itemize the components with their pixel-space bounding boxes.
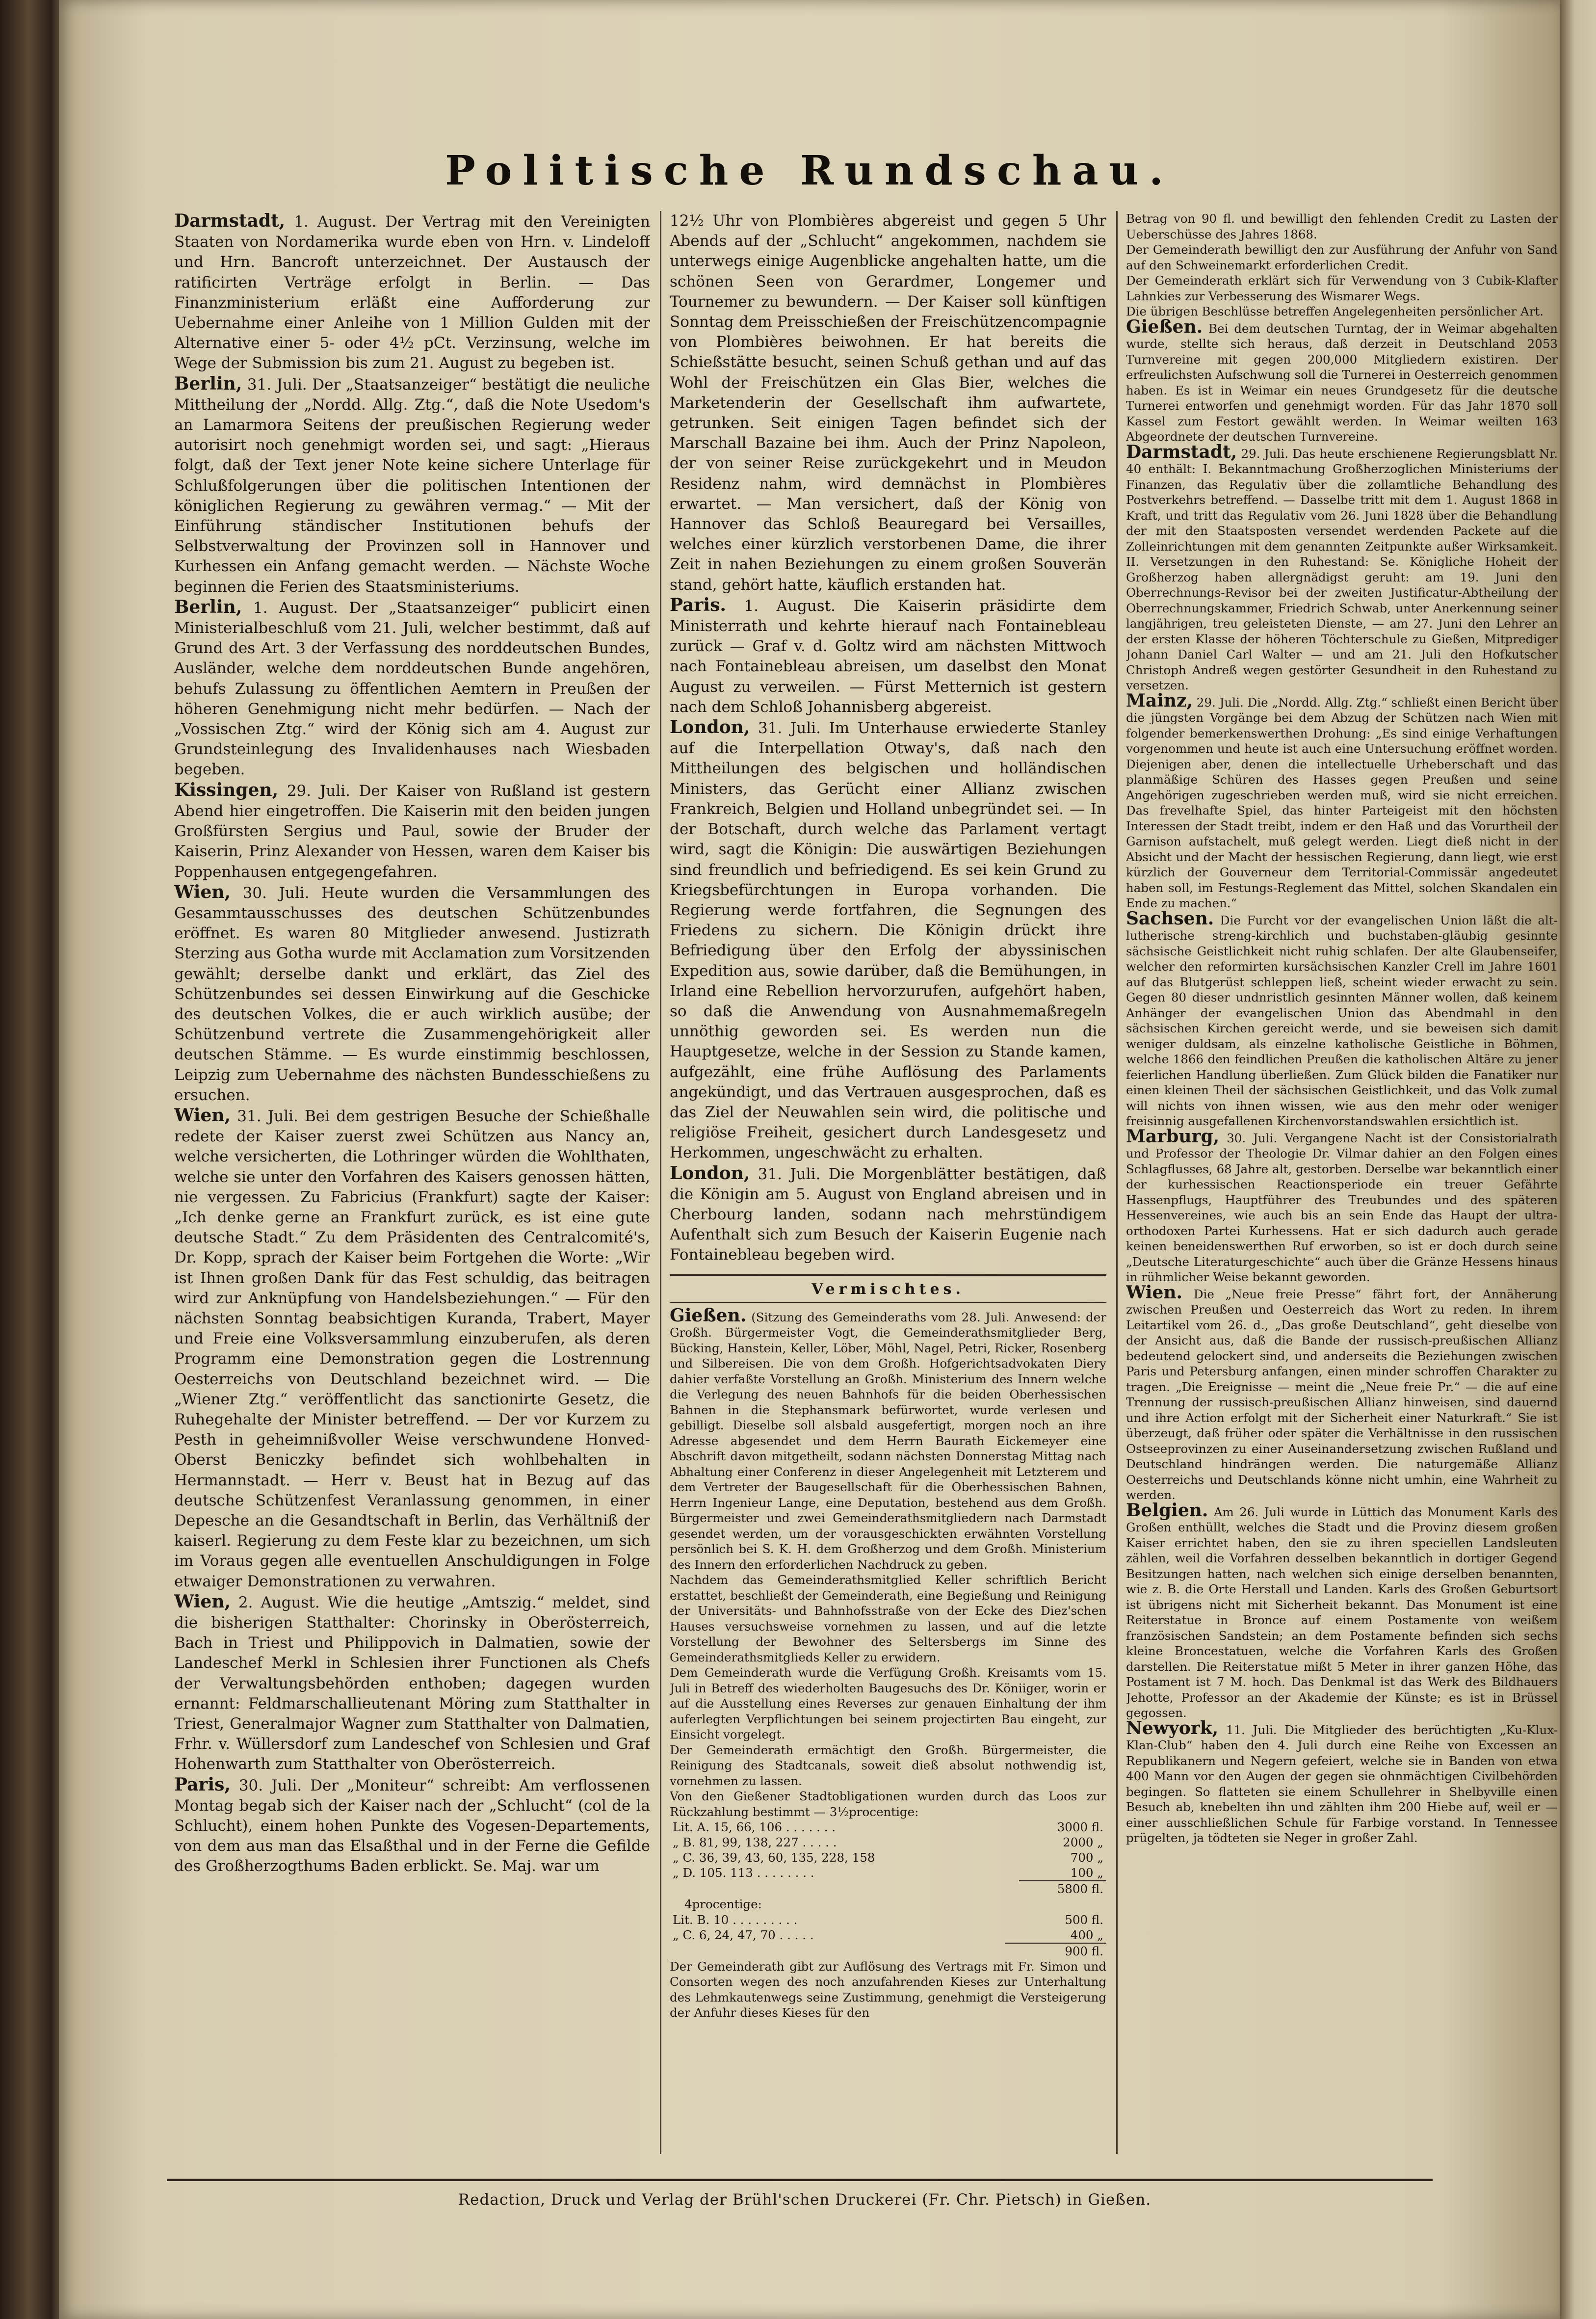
article-text: Die übrigen Beschlüsse betreffen Angelegenheiten persönlicher Art. bbox=[1126, 304, 1544, 318]
column-divider bbox=[660, 211, 661, 2154]
article-text: 31. Juli. Im Unterhause erwiederte Stanley auf die Interpellation Otway's, daß nach den Mittheilungen des belgischen und holländischen Ministers, das Gerücht einer Allianz zwischen Frankreich, Belgien und Holland unbegründet sei. — In der Botschaft, durch welche das Parlament vertagt wird, sagt die Königin: Die auswärtigen Beziehungen sind freundlich und befriedigend. Es sei kein Grund zu Kriegsbefürchtungen in Europa vorhanden. Die Regierung werde fortfahren, die Segnungen des Friedens zu sichern. Die Königin drückt ihre Befriedigung über den Erfolg der abyssinischen Expedition aus, sowie darüber, daß die Bemühungen, in Irland eine Rebellion hervorzurufen, aufgehört haben, so daß die Anwendung von Ausnahmemaßregeln unnöthig geworden sei. Es werden nun die Hauptgesetze, welche in der Session zu Stande kamen, aufgezählt, eine frühe Auflösung des Parlaments angekündigt, und das Vertrauen ausgesprochen, daß es das Ziel der Neuwahlen sein wird, die politische und religiöse Freiheit, gesichert durch Landesgesetz und Herkommen, ungeschwächt zu erhalten. bbox=[670, 719, 1106, 1162]
dateline: Paris. bbox=[670, 594, 726, 615]
loan-amount: 2000 „ bbox=[1063, 1835, 1103, 1850]
adjacent-page-edge bbox=[1560, 0, 1596, 2319]
article-text: Der Gemeinderath ermächtigt den Großh. Bürgermeister, die Reinigung des Stadtcanals, soweit dieß absolut nothwendig ist, vornehmen zu lassen. bbox=[670, 1742, 1106, 1788]
table-row bbox=[670, 1912, 1106, 1927]
dateline: Wien, bbox=[174, 1591, 231, 1612]
article-text: 31. Juli. Bei dem gestrigen Besuche der Schießhalle redete der Kaiser zuerst zwei Schützen aus Nancy an, welche versicherten, die Lothringer würden die Wohlthaten, welche sie unter den Vorfahren des Kaisers genossen hätten, nie vergessen. Zu Fabricius (Frankfurt) sagte der Kaiser: „Ich denke gerne an Frankfurt zurück, es ist eine gute deutsche Stadt.“ Zu dem Präsidenten des Centralcomité's, Dr. Kopp, sprach der Kaiser beim Fortgehen die Worte: „Wir ist Ihnen großen Dank für das Fest schuldig, das beitragen wird zur Anknüpfung von Handelsbeziehungen.“ — Für den nächsten Sonntag beabsichtigen Kuranda, Trabert, Mayer und Freie eine Volksversammlung einzuberufen, als deren Programm eine Demonstration gegen die Lostrennung Oesterreichs von Deutschland bezeichnet wird. — Die „Wiener Ztg.“ veröffentlicht das sanctionirte Gesetz, die Ruhegehalte der Minister betreffend. — Der vor Kurzem zu Pesth in geheimnißvoller Weise verschwundene Honved-Oberst Beniczky befindet sich wohlbehalten in Hermannstadt. — Herr v. Beust hat in Bezug auf das deutsche Schützenfest Veranlassung genommen, in einer Depesche an die Gesandtschaft in Berlin, das Verhältniß der kaiserl. Regierung zu dem Feste klar zu bezeichnen, um sich im Voraus gegen alle eventuellen Anschuldigungen in Folge etwaiger Demonstrationen zu verwahren. bbox=[174, 1107, 650, 1590]
article-text: 30. Juli. Vergangene Nacht ist der Consistorialrath und Professor der Theologie Dr. Vilmar dahier an den Folgen eines Schlagflusses, 68 Jahre alt, gestorben. Derselbe war bekanntlich einer der kurhessischen Reactionsperiode ein treuer Gefährte Hassenpflugs, Hauptführer des Treubundes und des späteren Hessenvereines, wie auch bis an sein Ende das Haupt der ultra-orthodoxen Partei Kurhessens. Hat er sich dadurch auch gerade keinen beneidenswerthen Ruf erworben, so ist er doch durch seine „Deutsche Literaturgeschichte“ auch über die Gränze Hessens hinaus in rühmlicher Weise bekannt geworden. bbox=[1126, 1131, 1558, 1284]
loan-numbers bbox=[670, 1943, 1005, 1959]
dateline: Marburg, bbox=[1126, 1126, 1220, 1147]
column-divider bbox=[1116, 211, 1118, 2154]
loan-numbers: Lit. A. 15, 66, 106 . . . . . . . bbox=[673, 1820, 836, 1835]
article-paragraph bbox=[174, 1106, 650, 1592]
article-text: 30. Juli. Der „Moniteur“ schreibt: Am verflossenen Montag begab sich der Kaiser nach der „Schlucht“ (col de la Schlucht), einem hohen Punkte des Vogesen-Departements, von dem aus man das Elsaßthal und in der Ferne die Gefilde des Großherzogthums Baden erblickt. Se. Maj. war um bbox=[174, 1776, 650, 1875]
article-paragraph bbox=[1126, 1500, 1558, 1721]
column-1 bbox=[174, 211, 650, 2154]
dateline: Gießen. bbox=[1126, 316, 1203, 337]
loan-amount: 400 „ bbox=[1070, 1927, 1103, 1942]
dateline: Berlin, bbox=[174, 596, 242, 617]
article-paragraph bbox=[174, 882, 650, 1106]
loan-amount: 900 fl. bbox=[1005, 1943, 1106, 1959]
article-paragraph bbox=[1126, 1282, 1558, 1503]
table-row bbox=[670, 1850, 1106, 1865]
dateline: London, bbox=[670, 717, 750, 738]
loan-numbers: „ C. 6, 24, 47, 70 . . . . . bbox=[673, 1927, 814, 1942]
article-paragraph bbox=[670, 595, 1106, 717]
article-paragraph bbox=[1126, 1717, 1558, 1846]
dateline: Paris, bbox=[174, 1774, 231, 1795]
article-text: 31. Juli. Der „Staatsanzeiger“ bestätigt die neuliche Mittheilung der „Nordd. Allg. Ztg.“, daß die Note Usedom's an Lamarmora Seitens der preußischen Regierung weder autorisirt noch genehmigt worden sei, und sagt: „Hieraus folgt, daß der Text jener Note keine sichere Unterlage für Schlußfolgerungen über die politischen Intentionen der königlichen Regierung zu gewähren vermag.“ — Mit der Einführung ständischer Institutionen behufs der Selbstverwaltung der Provinzen soll in Hannover und Kurhessen ein Anfang gemacht werden. — Nächste Woche beginnen die Ferien des Staatsministeriums. bbox=[174, 375, 650, 596]
article-text: Nachdem das Gemeinderathsmitglied Keller schriftlich Bericht erstattet, beschließt der Gemeinderath, eine Begießung und Reinigung der Universitäts- und Bahnhofsstraße von der Ecke des Diez'schen Hauses versuchsweise vornehmen zu lassen, und auf die letzte Vorstellung der Bewohner des Seltersbergs im Sinne des Gemeinderathsmitglieds Keller zu erwidern. bbox=[670, 1573, 1106, 1664]
article-paragraph bbox=[174, 597, 650, 780]
article-text: 1. August. Der Vertrag mit den Vereinigten Staaten von Nordamerika wurde eben von Hrn. v. Lindeloff und Hrn. Bancroft unterzeichnet. Der Austausch der ratificirten Verträge erfolgt in Berlin. — Das Finanzministerium erläßt eine Aufforderung zur Uebernahme einer Anleihe von 1 Million Gulden mit der Alternative einer 5- oder 4½ pCt. Verzinsung, welche im Wege der Submission bis zum 21. August zu begeben ist. bbox=[174, 213, 650, 372]
article-text: 11. Juli. Die Mitglieder des berüchtigten „Ku-Klux-Klan-Club“ haben den 4. Juli durch eine Reihe von Excessen an Republikanern und Negern gefeiert, welche sie in Banden von etwa 400 Mann vor den Augen der gegen sie ohnmächtigen Civilbehörden begingen. So flatteten sie einem Schullehrer in Shelbyville einen Besuch ab, knebelten ihn und zählten ihm 200 Hiebe auf, weil er — einer ausschließlichen Schule für Farbige vorstand. In Tennessee prügelten, ja tödteten sie Neger in großer Zahl. bbox=[1126, 1722, 1558, 1845]
page-title: Politische Rundschau. bbox=[445, 147, 1174, 194]
article-text: Die Furcht vor der evangelischen Union läßt die alt-lutherische streng-kirchlich und buchstaben-gläubig gesinnte sächsische Geistlichkeit nicht ruhig schlafen. Der alte Glaubenseifer, welcher den reformirten kursächsischen Kanzler Crell im Jahre 1601 auf das Blutgerüst schleppen ließ, scheint wieder erwacht zu sein. Gegen 80 dieser undnristlich gesinnten Männer wollen, daß keinem Anhänger der evangelischen Union das Abendmahl in den sächsischen Kirchen gereicht werde, und sie beweisen sich damit weniger duldsam, als einzelne katholische Geistliche in Böhmen, welche 1866 den feindlichen Preußen die katholischen Altäre zu jener feierlichen Handlung überließen. Zum Glück bilden die Fanatiker nur einen kleinen Theil der sächsischen Geistlichkeit, und das Volk zumal will nichts von ihnen wissen, wie aus den mehr oder weniger freisinnig ausgefallenen Kirchenvorstandswahlen ersichtlich ist. bbox=[1126, 913, 1558, 1128]
table-row bbox=[670, 1865, 1106, 1881]
section-heading-vermischtes: Vermischtes. bbox=[670, 1274, 1106, 1303]
article-paragraph bbox=[1126, 441, 1558, 693]
article-paragraph bbox=[1126, 908, 1558, 1129]
article-text: 31. Juli. Die Morgenblätter bestätigen, daß die Königin am 5. August von England abreisen und in Cherbourg landen, sodann nach mehrstündigem Aufenthalt sich zum Besuch der Kaiserin Eugenie nach Fontainebleau begeben wird. bbox=[670, 1165, 1106, 1264]
loan-amount: 700 „ bbox=[1070, 1850, 1103, 1865]
loan-numbers: „ D. 105. 113 . . . . . . . . bbox=[673, 1866, 814, 1880]
dateline: Kissingen, bbox=[174, 779, 279, 800]
article-paragraph bbox=[670, 1305, 1106, 1573]
article-text: Der Gemeinderath bewilligt den zur Ausführung der Anfuhr von Sand auf den Schweinemarkt erforderlichen Credit. bbox=[1126, 242, 1558, 272]
lottery-table bbox=[670, 1912, 1106, 1959]
dateline: Mainz, bbox=[1126, 690, 1193, 711]
dateline: Gießen. bbox=[670, 1305, 747, 1326]
dateline: Wien, bbox=[174, 1105, 231, 1126]
article-paragraph bbox=[174, 1775, 650, 1877]
lottery-table bbox=[670, 1819, 1106, 1897]
column-3 bbox=[1126, 211, 1558, 2154]
dateline: London, bbox=[670, 1162, 750, 1184]
loan-amount: 500 fl. bbox=[1065, 1912, 1103, 1927]
column-2 bbox=[670, 211, 1106, 2154]
article-paragraph bbox=[1126, 316, 1558, 445]
article-paragraph bbox=[174, 780, 650, 882]
dateline: Sachsen. bbox=[1126, 908, 1214, 929]
article-text: Der Gemeinderath erklärt sich für Verwendung von 3 Cubik-Klafter Lahnkies zur Verbesserung des Wismarer Wegs. bbox=[1126, 273, 1558, 303]
article-paragraph bbox=[1126, 1126, 1558, 1285]
table-row bbox=[670, 1927, 1106, 1943]
article-text: 30. Juli. Heute wurden die Versammlungen des Gesammtausschusses des deutschen Schützenbundes eröffnet. Es waren 80 Mitglieder anwesend. Justizrath Sterzing aus Gotha wurde mit Acclamation zum Vorsitzenden gewählt; derselbe dankt und erklärt, das Ziel des Schützenbundes sei dessen Einwirkung auf die Geschicke des deutschen Volkes, die er auch wirklich ausübe; der Schützenbund vertrete die Zusammengehörigkeit aller deutschen Stämme. — Es wurde einstimmig beschlossen, Leipzig zum Uebernahme des nächsten Bundesschießens zu ersuchen. bbox=[174, 884, 650, 1104]
loan-numbers: „ B. 81, 99, 138, 227 . . . . . bbox=[673, 1835, 837, 1850]
article-paragraph bbox=[670, 1789, 1106, 1819]
dateline: Darmstadt, bbox=[174, 211, 286, 231]
loan-numbers: „ C. 36, 39, 43, 60, 135, 228, 158 bbox=[673, 1850, 875, 1865]
article-text: Die „Neue freie Presse“ fährt fort, der Annäherung zwischen Preußen und Oesterreich das Wort zu reden. In ihrem Leitartikel vom 26. d., „Das große Deutschland“, geht dieselbe von der Ansicht aus, daß die Bande der russisch-preußischen Allianz bedeutend gelockert sind, und anderseits die Beziehungen zwischen Paris und Petersburg anfangen, einen minder schroffen Charakter zu tragen. „Die Ereignisse — meint die „Neue freie Pr.“ — die auf eine Trennung der russisch-preußischen Allianz hinweisen, sind dauernd und ihre Action erfolgt mit der Sicherheit einer Naturkraft.“ Sie ist überzeugt, daß früher oder später die Verhältnisse in den russischen Ostseeprovinzen zu einer Auseinandersetzung zwischen Rußland und Deutschland hindrängen werden. Die naturgemäße Allianz Oesterreichs und Deutschlands könne nicht umhin, eine Wahrheit zu werden. bbox=[1126, 1287, 1558, 1502]
article-text: Am 26. Juli wurde in Lüttich das Monument Karls des Großen enthüllt, welches die Stadt und die Provinz diesem großen Kaiser errichtet haben, den sie zu ihren speciellen Landsleuten zählen, weil die Vorfahren desselben bekanntlich in dortiger Gegend Besitzungen hatten, nach welchen sich einige derselben benannten, wie z. B. die Orte Herstall und Landen. Karls des Großen Geburtsort ist übrigens nicht mit Sicherheit bekannt. Das Monument ist eine Reiterstatue in Bronce auf einem Postamente von weißem französischen Sandstein; an dem Postamente befinden sich sechs kleine Broncestatuen, welche die Vorfahren Karls des Großen darstellen. Die Reiterstatue mißt 5 Meter in ihrer ganzen Höhe, das Postament ist 7 M. hoch. Das Denkmal ist das Werk des Bildhauers Jehotte, Professor an der Akademie der Künste; es ist in Brüssel gegossen. bbox=[1126, 1504, 1558, 1720]
article-paragraph bbox=[1126, 273, 1558, 304]
article-paragraph bbox=[670, 1665, 1106, 1742]
table-row bbox=[670, 1819, 1106, 1835]
article-text: 29. Juli. Der Kaiser von Rußland ist gestern Abend hier eingetroffen. Die Kaiserin mit den beiden jungen Großfürsten Sergius und Paul, sowie der Bruder der Kaiserin, Prinz Alexander von Hessen, waren dem Kaiser bis Poppenhausen entgegengefahren. bbox=[174, 782, 650, 881]
article-paragraph bbox=[670, 1163, 1106, 1265]
footer-rule bbox=[167, 2179, 1433, 2181]
article-text: (Sitzung des Gemeinderaths vom 28. Juli. Anwesend: der Großh. Bürgermeister Vogt, die Gemeinderathsmitglieder Berg, Bücking, Hanstein, Keller, Löber, Möhl, Nagel, Petri, Ricker, Rosenberg und Silbereisen. Die von dem Großh. Hofgerichtsadvokaten Diery dahier verfaßte Vorstellung an Großh. Ministerium des Innern welche die Verlegung des neuen Bahnhofs für die beiden Oberhessischen Bahnen in die Stephansmark befürwortet, wurde verlesen und gebilligt. Dieselbe soll alsbald ausgefertigt, morgen noch an ihre Adresse abgesendet und dem Herrn Baurath Eickemeyer eine Abschrift davon mitgetheilt, sodann nächsten Donnerstag Mittag nach Abhaltung einer Conferenz in dieser Angelegenheit mit Letzterem und dem Vertreter der Baugesellschaft für die Oberhessischen Bahnen, Herrn Ingenieur Lange, eine Deputation, bestehend aus dem Großh. Bürgermeister und zwei Gemeinderathsmitgliedern nach Darmstadt gesendet werden, um der vorausgeschickten erwähnten Vorstellung persönlich bei S. K. H. dem Großherzog und dem Großh. Ministerium des Innern den erforderlichen Nachdruck zu geben. bbox=[670, 1310, 1106, 1572]
loan-amount: 100 „ bbox=[1070, 1866, 1103, 1880]
loan-amount: 3000 fl. bbox=[1057, 1820, 1103, 1835]
newspaper-page bbox=[59, 0, 1560, 2319]
article-paragraph bbox=[1126, 242, 1558, 273]
dateline: Darmstadt, bbox=[1126, 441, 1237, 462]
imprint-footer: Redaction, Druck und Verlag der Brühl'schen Druckerei (Fr. Chr. Pietsch) in Gießen. bbox=[458, 2191, 1151, 2209]
table-row bbox=[670, 1835, 1106, 1850]
article-paragraph bbox=[670, 717, 1106, 1163]
loan-numbers: Lit. B. 10 . . . . . . . . . bbox=[673, 1912, 798, 1927]
dateline: Berlin, bbox=[174, 373, 242, 394]
vermischtes-section bbox=[670, 1305, 1106, 2021]
table-row bbox=[670, 1943, 1106, 1959]
article-text: 2. August. Wie die heutige „Amtszig.“ meldet, sind die bisherigen Statthalter: Chorinsky in Oberösterreich, Bach in Triest und Philippovich in Dalmatien, sowie der Landeschef Merkl in Schlesien ihrer Functionen als Chefs der Verwaltungsbehörden enthoben; dagegen wurden ernannt: Feldmarschallieutenant Möring zum Statthalter in Triest, Generalmajor Wagner zum Statthalter von Dalmatien, Frhr. v. Wüllersdorf zum Landeschef von Schlesien und Graf Hohenwarth zum Statthalter von Oberösterreich. bbox=[174, 1593, 650, 1773]
article-text: 29. Juli. Die „Nordd. Allg. Ztg.“ schließt einen Bericht über die jüngsten Vorgänge bei dem Abzug der Schützen nach Wien mit folgender bemerkenswerthen Drohung: „Es sind einige Verhaftungen vorgenommen und heute ist auch eine Untersuchung eröffnet worden. Diejenigen aber, denen die intellectuelle Urheberschaft und das planmäßige Schüren des Hasses gegen Preußen und seine Angehörigen zugeschrieben werden muß, wird sie nicht erreichen. Das frevelhafte Spiel, das hinter Parteigeist mit den höchsten Interessen der Stadt treibt, indem er den Haß und das Vorurtheil der Garnison aufstachelt, muß gelegt werden. Liegt dieß nicht in der Absicht und der Macht der hessischen Regierung, dann liegt, wie erst kürzlich der Gouverneur dem Territorial-Commissär angedeutet haben soll, im Festungs-Reglement das Mittel, solchen Skandalen ein Ende zu machen.“ bbox=[1126, 695, 1558, 910]
loans-4-heading: 4procentige: bbox=[684, 1897, 762, 1912]
article-paragraph bbox=[1126, 690, 1558, 911]
article-text: 1. August. Die Kaiserin präsidirte dem Ministerrath und kehrte hierauf nach Fontainebleau zurück — Graf v. d. Goltz wird am nächsten Mittwoch nach Fontainebleau abreisen, um daselbst den Monat August zu verweilen. — Fürst Metternich ist gestern nach dem Schloß Johannisberg abgereist. bbox=[670, 597, 1106, 716]
article-paragraph bbox=[174, 1592, 650, 1775]
table-row bbox=[670, 1881, 1106, 1897]
dateline: Wien, bbox=[174, 881, 231, 902]
article-paragraph bbox=[670, 1572, 1106, 1665]
article-paragraph: Der Gemeinderath gibt zur Auflösung des Vertrags mit Fr. Simon und Consorten wegen des noch anzufahrenden Kieses zur Unterhaltung des Lehmkautenwegs seine Zustimmung, genehmigt die Versteigerung der Anfuhr dieses Kieses für den bbox=[670, 1959, 1106, 2020]
article-text: Bei dem deutschen Turntag, der in Weimar abgehalten wurde, stellte sich heraus, daß derzeit in Deutschland 2053 Turnvereine mit gegen 200,000 Mitgliedern existiren. Der erfreulichsten Aufschwung soll die Turnerei in Oesterreich genommen haben. Es ist in Weimar ein neues Grundgesetz für die deutsche Turnerei entworfen und genehmigt worden. Für das Jahr 1870 soll Kassel zum Festort gewählt werden. In Weimar weilten 163 Abgeordnete der deutschen Turnvereine. bbox=[1126, 321, 1558, 444]
article-text: Von den Gießener Stadtobligationen wurden durch das Loos zur Rückzahlung bestimmt — 3½procentige: bbox=[670, 1789, 1106, 1819]
dateline: Belgien. bbox=[1126, 1500, 1208, 1521]
loan-numbers bbox=[670, 1881, 1019, 1897]
article-paragraph bbox=[174, 211, 650, 374]
dateline: Newyork, bbox=[1126, 1717, 1219, 1739]
article-paragraph bbox=[670, 1742, 1106, 1789]
article-text: 12½ Uhr von Plombières abgereist und gegen 5 Uhr Abends auf der „Schlucht“ angekommen, nachdem sie unterwegs einige Augenblicke angehalten hatte, um die schönen Seen von Gerardmer, Longemer und Tournemer zu bewundern. — Der Kaiser soll künftigen Sonntag dem Preisschießen der Freischützencompagnie von Plombières beiwohnen. Er hat bereits die Schießstätte besucht, seinen Schuß gethan und auf das Wohl der Freischützen ein Glas Bier, welches die Marketenderin der Gesellschaft ihm aufwartete, getrunken. Seit einigen Tagen befindet sich der Marschall Bazaine bei ihm. Auch der Prinz Napoleon, der von seiner Reise zurückgekehrt und in Meudon Residenz nahm, wird demnächst in Plombières erwartet. — Man versichert, daß der König von Hannover das Schloß Beauregard bei Versailles, welches einer kürzlich verstorbenen Dame, die ihrer Zeit in nahen Beziehungen zu einem großen Souverän stand, gehört hatte, käuflich erstanden hat. bbox=[670, 212, 1106, 594]
article-text: 1. August. Der „Staatsanzeiger“ publicirt einen Ministerialbeschluß vom 21. Juli, welcher bestimmt, daß auf Grund des Art. 3 der Verfassung des norddeutschen Bundes, Ausländer, welche dem norddeutschen Bunde angehören, behufs Zulassung zu öffentlichen Aemtern in Preußen der höheren Genehmigung nicht mehr bedürfen. — Nach der „Vossischen Ztg.“ wird der König sich am 4. August zur Grundsteinlegung des Invalidenhauses nach Wiesbaden begeben. bbox=[174, 599, 650, 779]
article-text: Dem Gemeinderath wurde die Verfügung Großh. Kreisamts vom 15. Juli in Betreff des wiederholten Baugesuchs des Dr. Köniiger, worin er auf die Ausstellung eines Reverses zur genauen Einhaltung der ihm auferlegten Verpflichtungen bei seinem projectirten Bau eingeht, zur Einsicht vorgelegt. bbox=[670, 1665, 1106, 1742]
article-paragraph bbox=[1126, 211, 1558, 242]
book-spine bbox=[0, 0, 64, 2319]
article-text: Betrag von 90 fl. und bewilligt den fehlenden Credit zu Lasten der Ueberschüsse des Jahres 1868. bbox=[1126, 211, 1558, 241]
dateline: Wien. bbox=[1126, 1282, 1183, 1303]
article-text: 29. Juli. Das heute erschienene Regierungsblatt Nr. 40 enthält: I. Bekanntmachung Großherzoglichen Ministeriums der Finanzen, das Regulativ über die zollamtliche Behandlung des Postverkehrs betreffend. — Dasselbe tritt mit dem 1. August 1868 in Kraft, und tritt das Regulativ vom 26. Juni 1828 über die Behandlung der mit den Staatsposten versendet werdenden Packete auf die Zolleinrichtungen mit dem genannten Zeitpunkte außer Wirksamkeit. II. Versetzungen in den Ruhestand: Se. Königliche Hoheit der Großherzog haben allergnädigst geruht: am 19. Juni den Oberrechnungs-Revisor bei der zweiten Justificatur-Abtheilung der Oberrechnungskammer, Friedrich Schwab, unter Anerkennung seiner langjährigen, treu geleisteten Dienste, — am 27. Juni den Lehrer an der ersten Klasse der höheren Töchterschule zu Gießen, Mitprediger Johann Daniel Carl Walter — und am 21. Juli den Hofkutscher Christoph Andreß wegen gestörter Gesundheit in den Ruhestand zu versetzen. bbox=[1126, 446, 1558, 692]
article-paragraph bbox=[670, 211, 1106, 595]
article-paragraph bbox=[174, 374, 650, 597]
loan-amount: 5800 fl. bbox=[1019, 1881, 1106, 1897]
